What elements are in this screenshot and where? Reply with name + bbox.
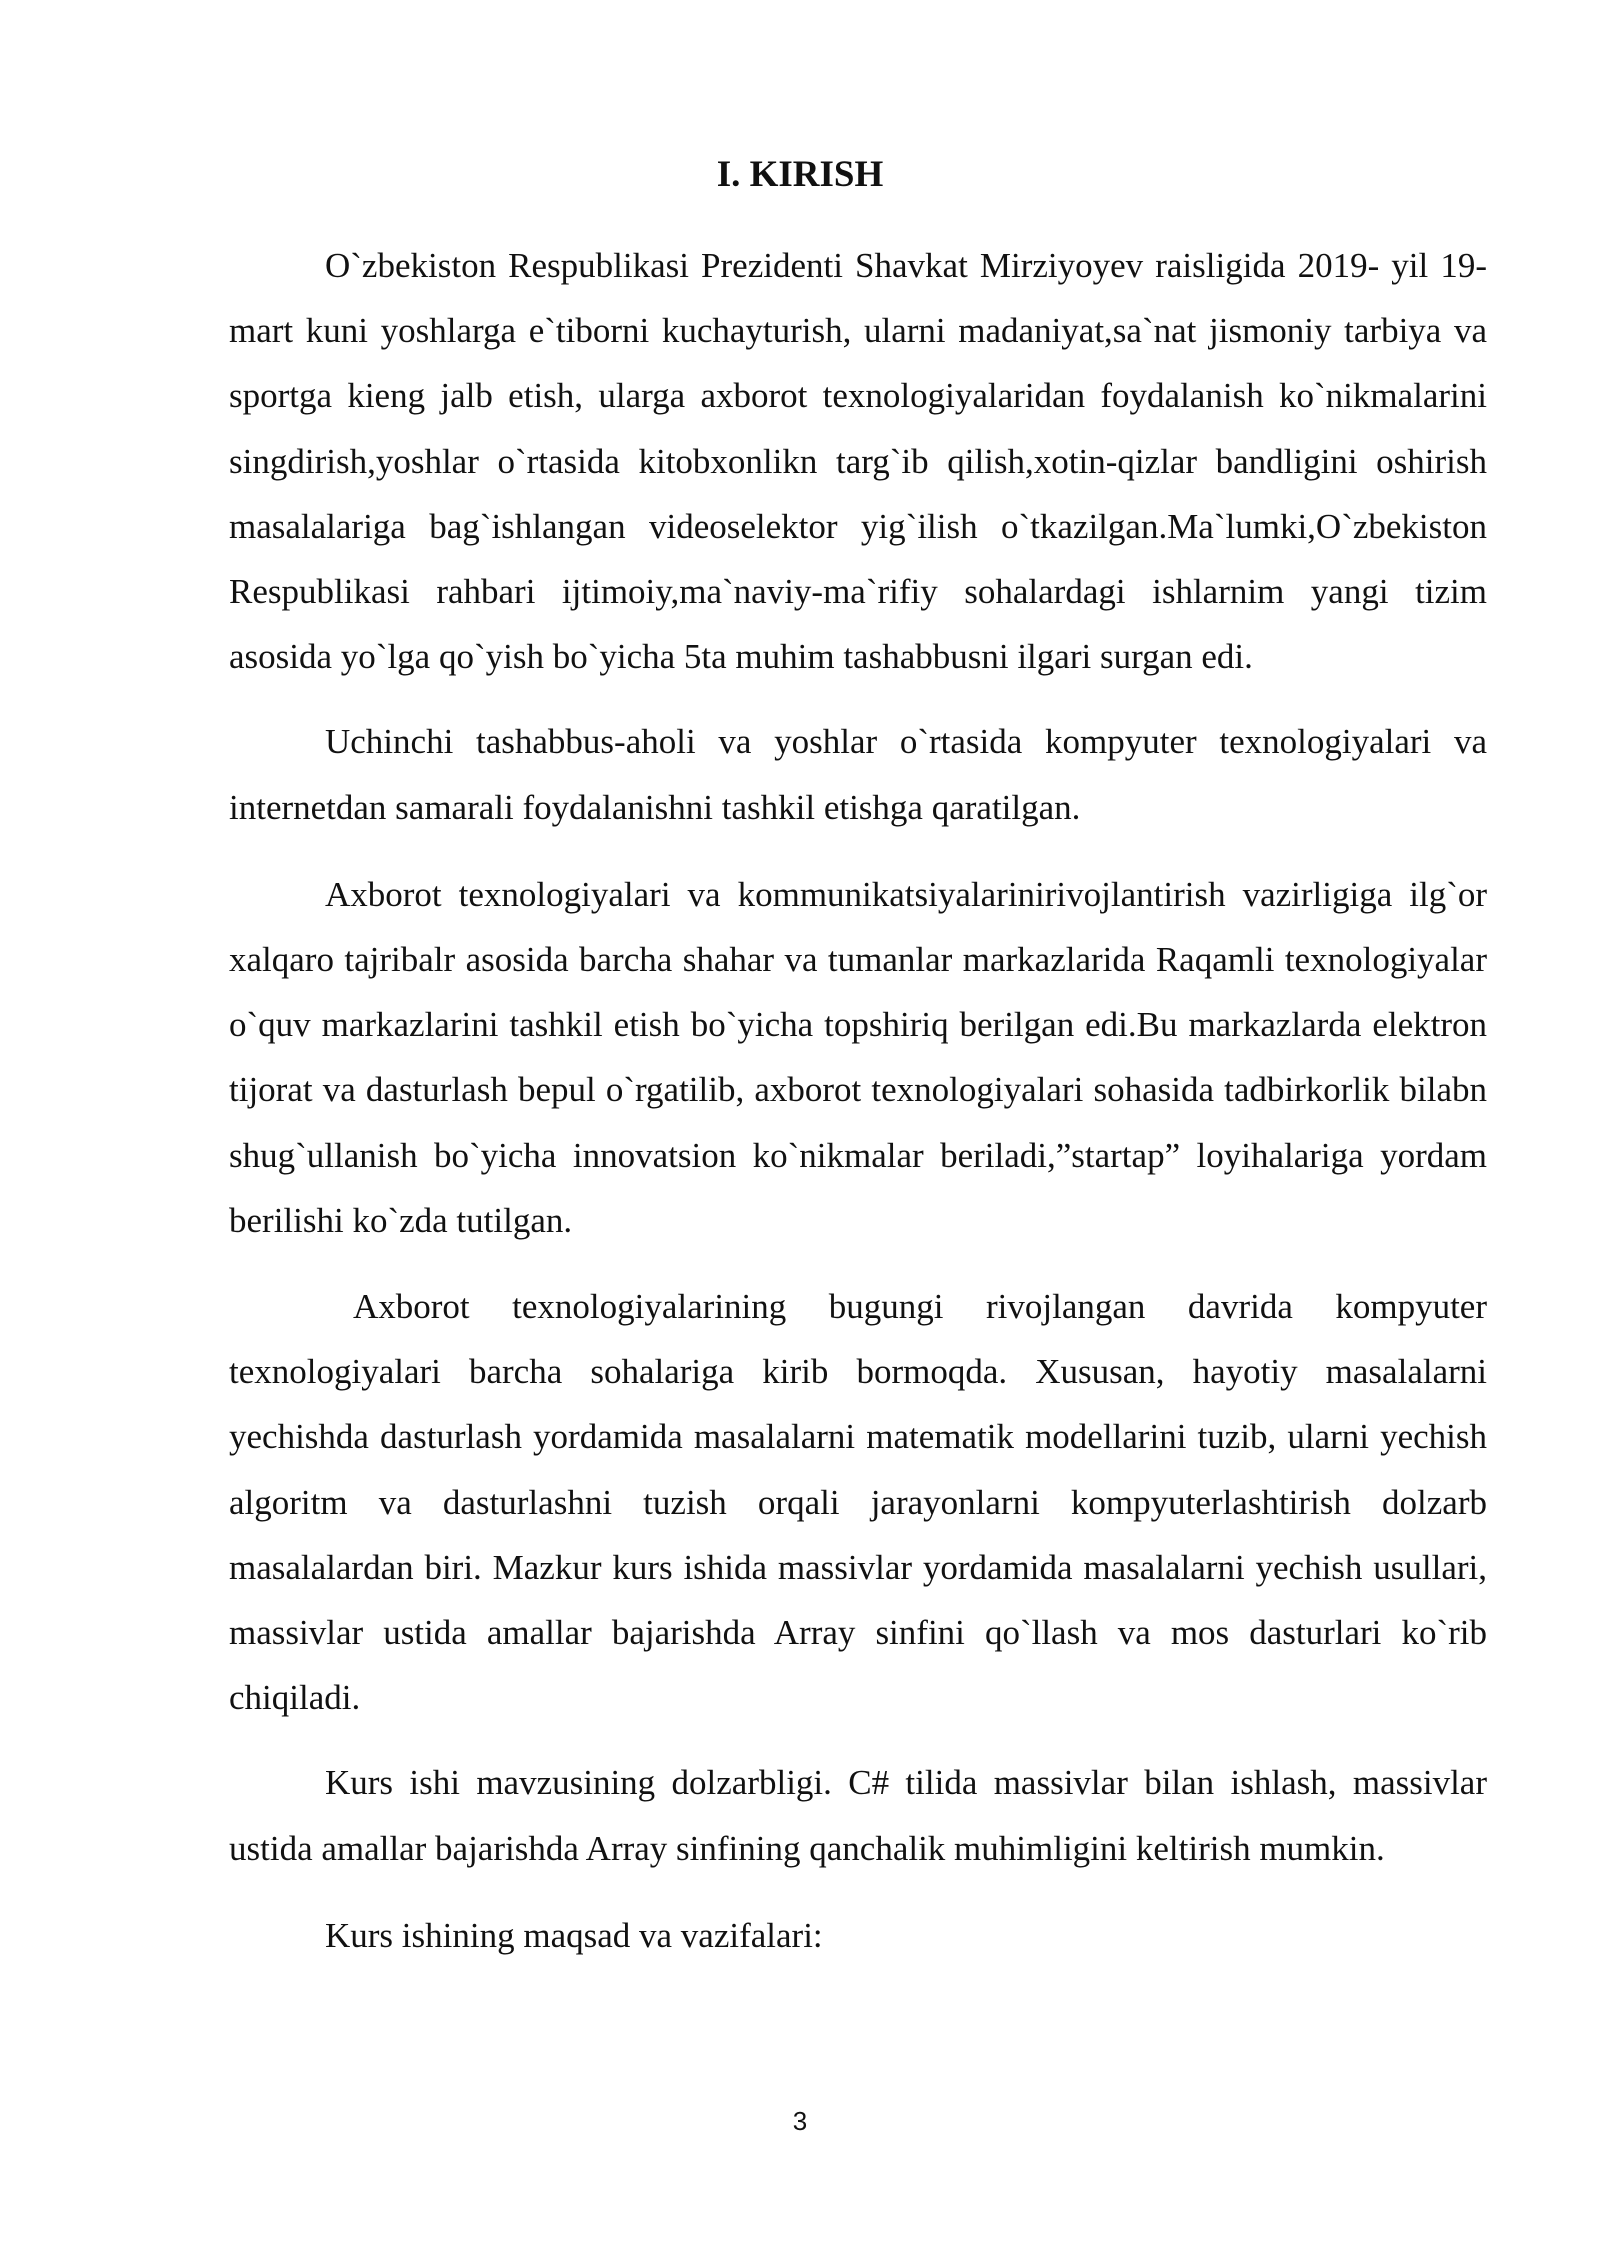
paragraph-ministry: Axborot texnologiyalari va kommunikatsiyalarinirivojlantirish vazirligiga ilg`or xalqaro tajribalr asosida barcha shahar va tumanlar markazlarida Raqamli texnologiyalar o`quv markazlarini tashkil etish bo`yicha topshiriq berilgan edi.Bu markazlarda elektron tijorat va dasturlash bepul o`rgatilib, axborot texnologiyalari sohasida tadbirkorlik bilabn shug`ullanish bo`yicha innovatsion ko`nikmalar beriladi,”startap” loyihalariga yordam berilishi ko`zda tutilgan. [229, 874, 1487, 1240]
page-number: 3 [792, 2106, 808, 2136]
paragraph-it-development: Axborot texnologiyalarining bugungi rivojlangan davrida kompyuter texnologiyalari barcha sohalariga kirib bormoqda. Xususan, hayotiy masalalarni yechishda dasturlash yordamida masalalarni matematik modellarini tuzib, ularni yechish algoritm va dasturlashni tuzish orqali jarayonlarni kompyuterlashtirish dolzarb masalalardan biri. Mazkur kurs ishida massivlar yordamida masalalarni yechish usullari, massivlar ustida amallar bajarishda Array sinfini qo`llash va mos dasturlari ko`rib chiqiladi. [229, 1287, 1487, 1718]
paragraph-goals: Kurs ishining maqsad va vazifalari: [325, 1915, 823, 1955]
body-text [229, 233, 1487, 1968]
paragraph-relevance: Kurs ishi mavzusining dolzarbligi. C# tilida massivlar bilan ishlash, massivlar ustida amallar bajarishda Array sinfining qanchalik muhimligini keltirish mumkin. [229, 1763, 1487, 1868]
section-heading: I. KIRISH [716, 154, 884, 195]
paragraph-third-initiative: Uchinchi tashabbus-aholi va yoshlar o`rtasida kompyuter texnologiyalari va internetdan samarali foydalanishni tashkil etishga qaratilgan. [229, 722, 1487, 827]
paragraph-intro: O`zbekiston Respublikasi Prezidenti Shavkat Mirziyoyev raisligida 2019- yil 19- mart kuni yoshlarga e`tiborni kuchayturish, ularni madaniyat,sa`nat jismoniy tarbiya va sportga kieng jalb etish, ularga axborot texnologiyalaridan foydalanish ko`nikmalarini singdirish,yoshlar o`rtasida kitobxonlikn targ`ib qilish,xotin-qizlar bandligini oshirish masalalariga bag`ishlangan videoselektor yig`ilish o`tkazilgan.Ma`lumki,O`zbekiston Respublikasi rahbari ijtimoiy,ma`naviy-ma`rifiy sohalardagi ishlarnim yangi tizim asosida yo`lga qo`yish bo`yicha 5ta muhim tashabbusni ilgari surgan edi. [229, 246, 1487, 677]
